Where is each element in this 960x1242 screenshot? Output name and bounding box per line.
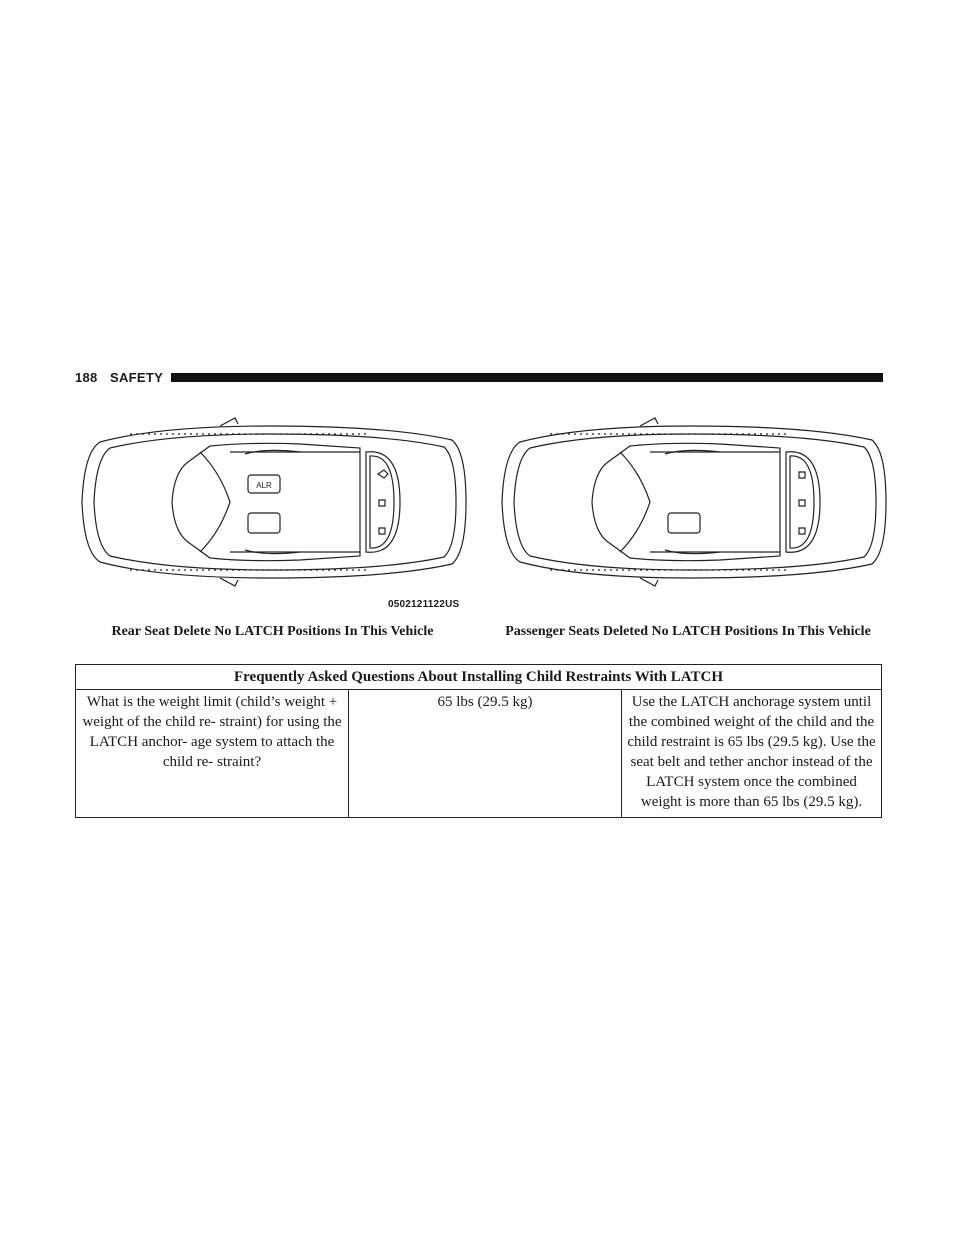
answer-cell: 65 lbs (29.5 kg) — [349, 690, 622, 818]
details-cell: Use the LATCH anchorage system until the combined weight of the child and the child restraint is 65 lbs (29.5 kg). Use the seat belt and tether anchor instead of the LATCH system once the combined weight is more than 65 lbs (29.5 kg). — [622, 690, 882, 818]
table-title: Frequently Asked Questions About Installing Child Restraints With LATCH — [76, 665, 882, 690]
latch-faq-table — [75, 664, 882, 818]
caption-right: Passenger Seats Deleted No LATCH Positions In This Vehicle — [505, 624, 871, 639]
vehicle-diagram-passenger-seats-deleted — [490, 412, 890, 592]
caption-left: Rear Seat Delete No LATCH Positions In This Vehicle — [111, 624, 434, 639]
page-header — [75, 367, 883, 389]
vehicle-diagram-rear-seat-delete — [70, 412, 470, 592]
question-cell: What is the weight limit (child’s weight + weight of the child re- straint) for using the LATCH anchor- age system to attach the child re- straint? — [76, 690, 349, 818]
table-row — [76, 690, 882, 818]
section-title: SAFETY — [110, 370, 164, 385]
figure-code: 0502121122US — [388, 599, 460, 610]
alr-badge: ALR — [256, 481, 272, 490]
header-rule — [171, 373, 883, 382]
page-number: 188 — [75, 370, 98, 385]
